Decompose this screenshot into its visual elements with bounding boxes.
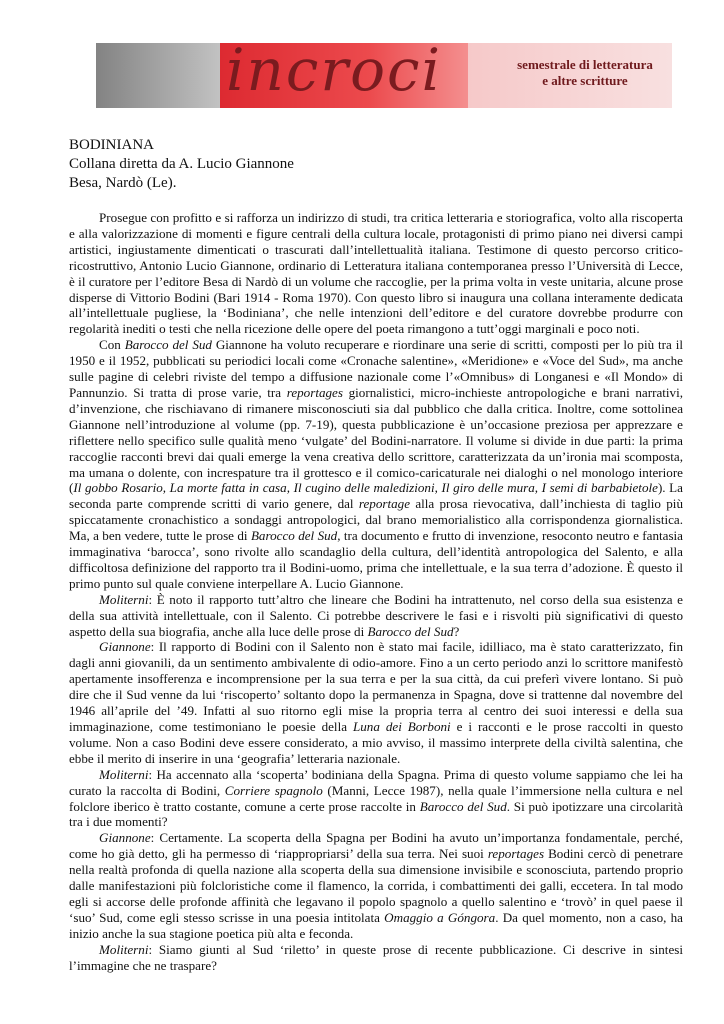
tagline-line-1: semestrale di letteratura: [517, 57, 653, 72]
masthead-logo: incroci: [226, 43, 443, 104]
banner-gray-band: [96, 43, 220, 108]
text-span: ?: [453, 623, 460, 639]
italic-title: Luna dei Borboni: [352, 719, 451, 734]
text-span: : Siamo giunti al Sud ‘riletto’ in queste prose di recente pubblicazione. Ci descrive in sintesi l’immagine che ne traspare?: [69, 941, 683, 973]
review-text: [69, 136, 683, 974]
italic-title: Barocco del Sud: [367, 623, 454, 639]
question-1: [69, 592, 683, 640]
speaker-moliterni: Moliterni: [99, 591, 149, 607]
text-span: , tra documento e frutto di invenzione, resoconto neutro e fantasia immaginativa ‘barocca’, sono rivolte allo scandaglio della cultura, dell’identità antropologica del Salento, e alla difficoltosa definizione del rapporto tra il Bodini-uomo, prima che intellettuale, e la sua terra d’adozione. È questo il primo punto sul quale conviene interpellare A. Lucio Giannone.: [69, 528, 683, 591]
italic-term: reportages: [487, 846, 545, 862]
answer-1: [69, 639, 683, 766]
text-span: alla prosa rievocativa, dall’inchiesta di taglio più spiccatamente cronachistico a sondaggi antropologici, dal brano memorialistico alla corrispondenza giornalistica. Ma, a ben vedere, tutte le prose di: [69, 496, 683, 544]
paragraph-barocco: [69, 337, 683, 592]
book-title: BODINIANA: [69, 137, 154, 153]
text-span: e i racconti e le prose raccolti in questo volume. Non a caso Bodini deve essere considerato, a mio avviso, il massimo interprete della civiltà salentina, che ebbe il merito di inserire in una ‘geografia’ letteraria nazionale.: [69, 719, 683, 766]
text-span: : È noto il rapporto tutt’altro che lineare che Bodini ha intrattenuto, nel corso della sua esistenza e della sua attività intellettuale, con il Salento. Ci potrebbe descrivere le fasi e i risvolti più significativi di questo aspetto della sua biografia, anche alla luce delle prose di: [69, 591, 683, 639]
publisher: Besa, Nardò (Le).: [69, 175, 177, 191]
italic-title: Barocco del Sud: [250, 528, 338, 544]
speaker-giannone: Giannone: [99, 830, 151, 846]
italic-title: Omaggio a Góngora: [384, 909, 496, 925]
italic-term: reportage: [358, 496, 411, 512]
speaker-moliterni: Moliterni: [99, 941, 149, 957]
speaker-moliterni: Moliterni: [99, 766, 149, 782]
question-3: [69, 942, 683, 974]
answer-2: [69, 830, 683, 941]
text-span: : Certamente. La scoperta della Spagna per Bodini ha avuto un’importanza fondamentale, perché, come ho già detto, gli ha permesso di ‘riappropriarsi’ della sua terra. Nei suoi: [69, 830, 683, 862]
masthead-tagline: [500, 57, 670, 89]
article-body: [69, 210, 683, 974]
italic-title: Barocco del Sud: [419, 798, 507, 814]
italic-title: Barocco del Sud: [124, 337, 212, 353]
italic-term: reportages: [286, 384, 343, 400]
speaker-giannone: Giannone: [99, 639, 151, 655]
text-span: Giannone ha voluto recuperare e riordinare una serie di scritti, composti per lo più tra il 1950 e il 1952, pubblicati su periodici locali come «Cronache salentine», «Meridione» e «Voce del Sud», ma anche sulle pagine di celebri riviste del tempo a diffusione nazionale come l’«Omnibus» di Longanesi e «Il Mondo» di Pannunzio. Si tratta di prose varie, tra: [69, 337, 683, 400]
tagline-line-2: e altre scritture: [542, 73, 628, 88]
text-span: . Da quel momento, non a caso, ha inizio anche la sua stagione poetica più alta e feconda.: [69, 909, 683, 941]
text-span: : Il rapporto di Bodini con il Salento non è stato mai facile, idilliaco, ma è stato caratterizzato, fin dagli anni giovanili, da un sentimento ambivalente di odio-amore. Fino a un certo periodo anzi lo scrittore manifestò apertamente insofferenza e incomprensione per la sua terra e per la sua città, da cui preferì vivere lontano. Si può dire che il Sud venne da lui ‘riscoperto’ soltanto dopo la permanenza in Spagna, dove si trattenne dal novembre del 1946 all’aprile del ’49. Infatti al suo ritorno egli mise la propria terra al centro dei suoi interessi e della sua immaginazione, come testimoniano le poesie della: [69, 639, 683, 734]
text-span: (Manni, Lecce 1987), nella quale l’immersione nella cultura e nel folclore iberico è tratto costante, comune a certe prose raccolte in: [69, 782, 684, 814]
masthead-banner: [96, 43, 672, 108]
question-2: [69, 767, 683, 831]
paragraph-intro: Prosegue con profitto e si rafforza un indirizzo di studi, tra critica letteraria e storiografica, volto alla riscoperta e alla valorizzazione di momenti e figure centrali della cultura locale, protagonisti di primo piano nei diversi campi artistici, ingiustamente dimenticati o trascurati dall’intellettualità italiana. Testimone di questo percorso critico-ricostruttivo, Antonio Lucio Giannone, ordinario di Letteratura italiana contemporanea presso l’Università di Lecce, è il curatore per l’editore Besa di Nardò di un volume che raccoglie, per la prima volta in veste unitaria, alcune prose disperse di Vittorio Bodini (Bari 1914 - Roma 1970). Con questo libro si inaugura una collana interamente dedicata all’intellettuale pugliese, la ‘Bodiniana’, che nelle intenzioni dell’editore e del curatore dovrebbe produrre con regolarità inediti o testi che nella ricezione delle opere del poeta rimangono a tutt’oggi marginali e poco noti.: [69, 210, 683, 337]
series-editor: Collana diretta da A. Lucio Giannone: [69, 156, 294, 172]
text-span: giornalistici, micro-inchieste antropologiche e brani narrativi, d’invenzione, che rischiavano di rimanere misconosciuti sia dal pubblico che dalla critica. Inoltre, come sottolinea Giannone nell’introduzione al volume (pp. 7-19), questa pubblicazione è un’occasione preziosa per apprezzare e riflettere nello specifico sulle qualità meno ‘vulgate’ del Bodini-narratore. Il volume si divide in due parti: la prima raccoglie racconti brevi dai quali emerge la vena creativa dello scrittore, caratterizzata da un’ironia mai scomposta, ma umana o dolente, con increspature tra il grottesco e il comico-caricaturale nei dialoghi o nel monologo interiore (: [69, 384, 683, 496]
italic-title: Corriere spagnolo: [224, 782, 323, 798]
text-span: . Si può ipotizzare una circolarità tra i due momenti?: [69, 798, 683, 830]
text-span: ). La seconda parte comprende scritti di vario genere, dal: [69, 480, 683, 512]
italic-story-titles: Il gobbo Rosario, La morte fatta in casa, Il cugino delle maledizioni, Il giro delle mura, I semi di barbabietole: [73, 480, 658, 496]
text-span: Bodini cercò di penetrare nella realtà profonda di quella nazione alla scoperta della sua dimensione invisibile e sconosciuta, partendo proprio dalle manifestazioni più folcloristiche come il flamenco, la corrida, i combattimenti dei galli, eccetera. In tal modo egli si accorse delle profonde affinità che legavano il popolo spagnolo a quello salentino e ‘trovò’ in quel paese il ‘suo’ Sud, come egli stesso scrisse in una poesia intitolata: [69, 846, 683, 925]
text-span: Con: [99, 337, 125, 353]
text-span: : Ha accennato alla ‘scoperta’ bodiniana della Spagna. Prima di questo volume sappiamo che lei ha curato la raccolta di Bodini,: [69, 766, 683, 798]
